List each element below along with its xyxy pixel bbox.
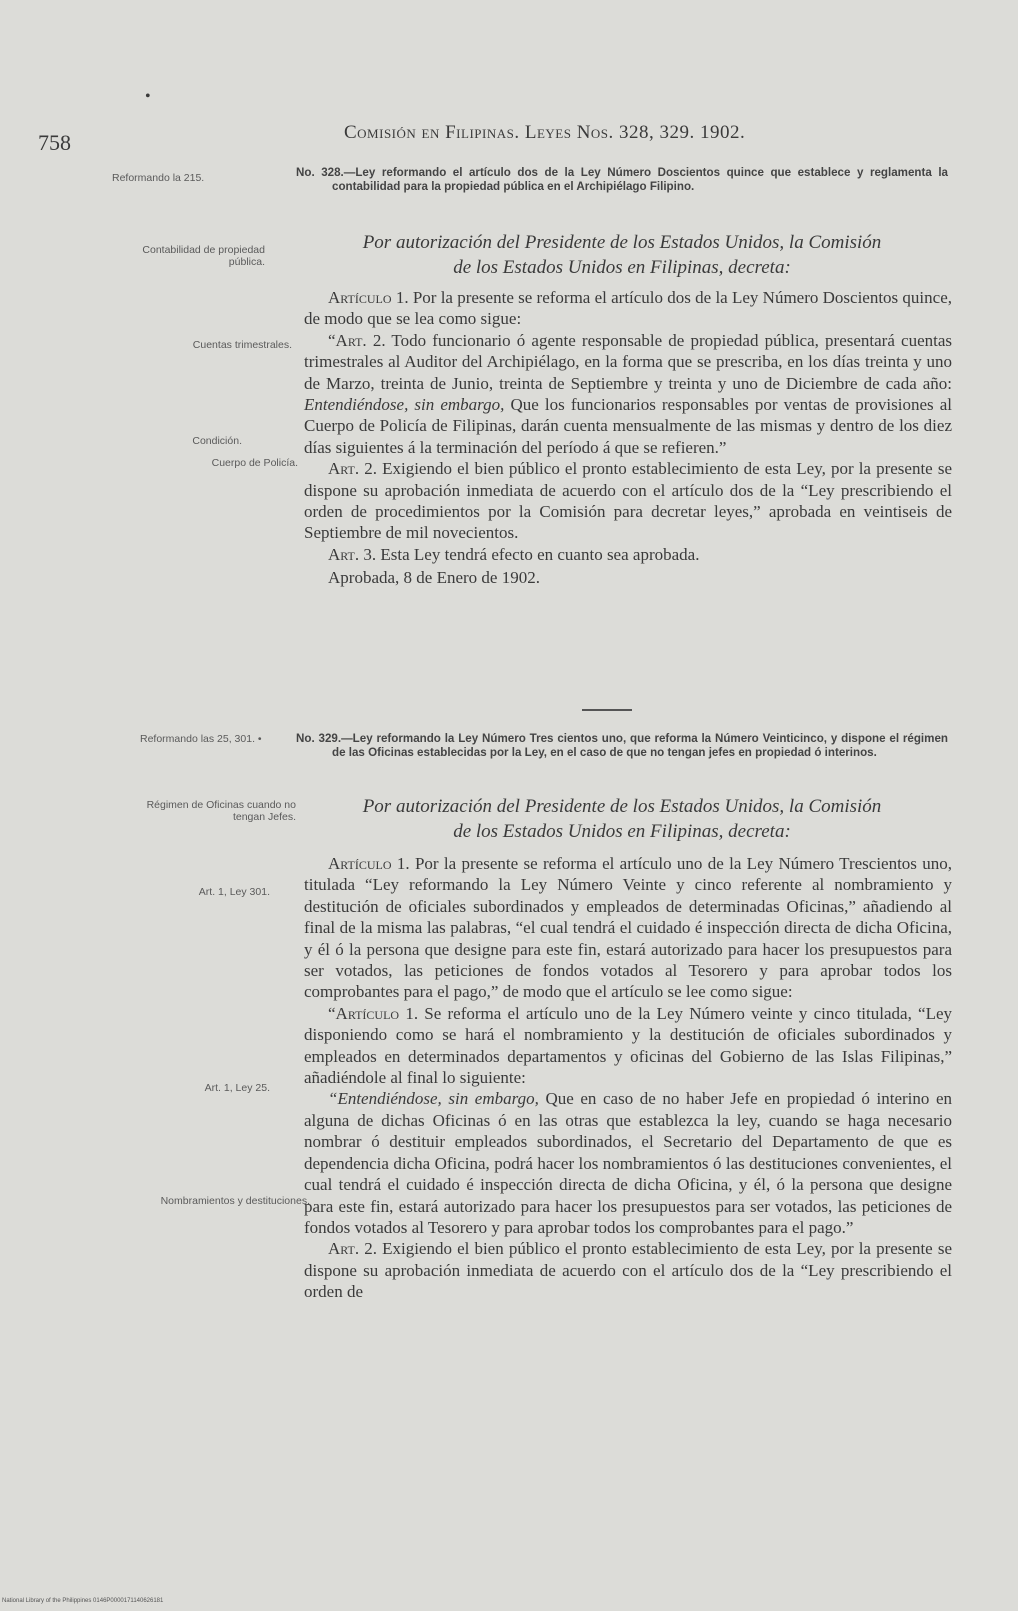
margin-note-art1-law25: Art. 1, Ley 25. [204,1082,270,1094]
law-329-body [304,853,952,1303]
margin-note-office-regime: Régimen de Oficinas cuando no tengan Jefes. [146,799,296,823]
section-divider [582,709,632,711]
law-329-article-2: Art. 2. Exigiendo el bien público el pronto establecimiento de esta Ley, por la presente se dispone su aprobación inmediata de acuerdo con el artículo dos de la “Ley prescribiendo el orden de [304,1239,952,1302]
margin-note-appointments: Nombramientos y destituciones. [160,1195,310,1207]
page-header [38,118,888,155]
margin-note-reform-25-301: Reformando las 25, 301. • [140,733,262,745]
running-title: Comisión en Filipinas. Leyes Nos. 328, 329. 1902. [344,122,746,143]
law-328-article-1: Artículo 1. Por la presente se reforma el artículo dos de la Ley Número Doscientos quince, de modo que se lea como sigue: [304,288,952,329]
law-329-enacting-clause: Por autorización del Presidente de los Estados Unidos, la Comisión de los Estados Unidos en Filipinas, decreta: [362,796,882,842]
stray-mark: • [145,88,151,105]
margin-note-quarterly-accounts: Cuentas trimestrales. [192,339,292,351]
margin-note-art1-law301: Art. 1, Ley 301. [198,886,270,898]
margin-note-public-property: Contabilidad de propiedad pública. [142,244,265,268]
page-number: 758 [38,130,71,155]
law-329-article-1: Artículo 1. Por la presente se reforma el artículo uno de la Ley Número Trescientos uno, titulada “Ley reformando la Ley Número Veinte y cinco referente al nombramiento y destitución de oficiales subordinados y empleados de determinadas Oficinas,” añadiendo al final de la misma las palabras, “el cual tendrá el cuidado é inspección directa de dicha Oficina, y él ó la persona que designe para este fin, estará autorizado para hacer los presupuestos para ser votados, las peticiones de fondos votados al Tesorero y para aprobar todos los comprobantes para el pago,” de modo que el artículo se lee como sigue: [304,854,952,1002]
margin-note-reform-215: Reformando la 215. [112,172,205,184]
law-329-quoted-article-1: “Artículo 1. Se reforma el artículo uno de la Ley Número veinte y cinco titulada, “Ley disponiendo como se hará el nombramiento y la destitución de oficiales subordinados y empleados en determinados departamentos y oficinas del Gobierno de las Islas Filipinas,” añadiéndole al final lo siguiente: [304,1003,953,1088]
law-328-title: No. 328.—Ley reformando el artículo dos de la Ley Número Doscientos quince que establece y reglamenta la contabilidad para la propiedad pública en el Archipiélago Filipino. [296,166,948,193]
law-328-article-2-quote: “Art. 2. Todo funcionario ó agente responsable de propiedad pública, presentará cuentas trimestrales al Auditor del Archipiélago, en la forma que se prescriba, en los días treinta y uno de Marzo, treinta de Junio, treinta de Septiembre y treinta y uno de Diciembre de cada año: Entendiéndose, sin embargo, Que los funcionarios responsables por ventas de provisiones al Cuerpo de Policía de Filipinas, darán cuenta mensualmente de las mismas y dentro de los diez días siguientes á la terminación del período á que se refieren.” [304,330,953,457]
law-329-title: No. 329.—Ley reformando la Ley Número Tres cientos uno, que reforma la Número Veinticinco, y dispone el régimen de las Oficinas establecidas por la Ley, en el caso de que no tengan jefes en propiedad ó interinos. [296,732,948,759]
margin-note-police: Cuerpo de Policía. [211,457,298,469]
margin-note-condition: Condición. [192,435,242,447]
law-328-enacting-clause: Por autorización del Presidente de los Estados Unidos, la Comisión de los Estados Unidos en Filipinas, decreta: [362,232,882,278]
scan-credit: National Library of the Philippines 0146P0000171140626181 [2,1598,164,1604]
law-328-approved: Aprobada, 8 de Enero de 1902. [328,568,540,588]
law-329-proviso: “Entendiéndose, sin embargo, Que en caso de no haber Jefe en propiedad ó interino en alguna de dichas Oficinas ó en las otras que establezca la ley, cuando se haga necesario nombrar ó destituir empleados subordinados, el Secretario del Departamento de que es dependencia dicha Oficina, podrá hacer los nombramientos ó las destituciones convenientes, el cual tendrá el cuidado é inspección directa de dicha Oficina, y él, ó la persona que designe para este fin, estará autorizado para hacer los presupuestos para ser votados, las peticiones de fondos votados al Tesorero y para aprobar todos los comprobantes para el pago.” [304,1089,953,1237]
law-328-article-3: Art. 3. Esta Ley tendrá efecto en cuanto sea aprobada. [328,544,700,564]
law-328-body [304,287,952,589]
law-328-article-2: Art. 2. Exigiendo el bien público el pronto establecimiento de esta Ley, por la presente se dispone su aprobación inmediata de acuerdo con el artículo dos de la “Ley prescribiendo el orden de procedimientos por la Comisión para decretar leyes,” aprobada en veintiseis de Septiembre de mil novecientos. [304,459,952,543]
